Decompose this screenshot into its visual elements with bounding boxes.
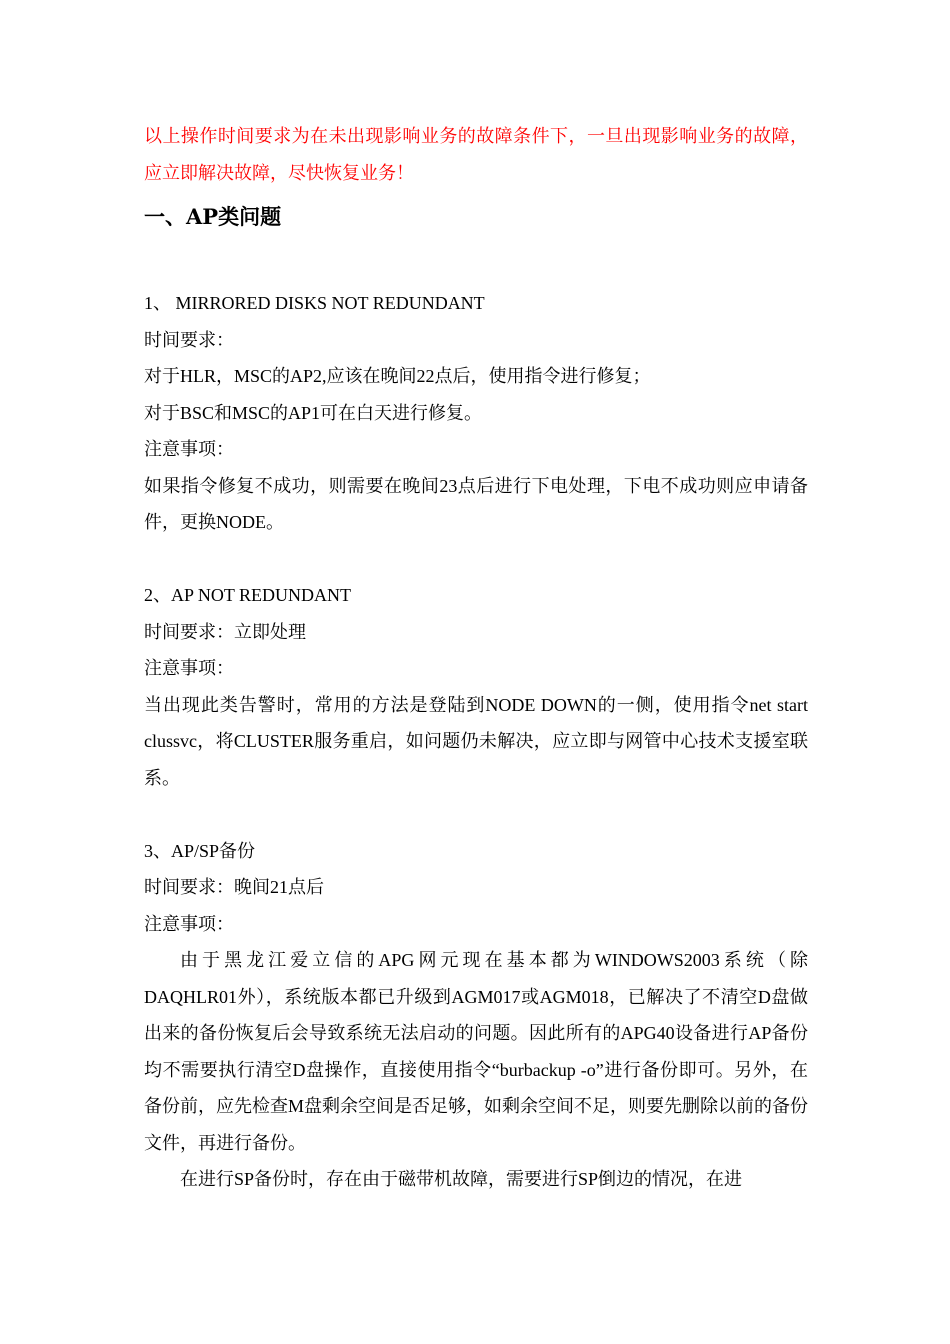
item-1-time-line-2: 对于BSC和MSC的AP1可在白天进行修复。: [144, 402, 483, 423]
item-2: [144, 577, 808, 796]
section-heading: 一、AP类问题: [144, 204, 282, 229]
item-3: [144, 833, 808, 1198]
item-2-title: 2、AP NOT REDUNDANT: [144, 585, 351, 605]
item-1: [144, 285, 808, 541]
item-3-time-label: 时间要求：晚间21点后: [144, 877, 324, 897]
document-body: [144, 118, 808, 1198]
item-1-notes: 如果指令修复不成功，则需要在晚间23点后进行下电处理，下电不成功则应申请备件，更换NODE。: [144, 475, 808, 532]
item-1-notes-label: 注意事项：: [144, 439, 234, 459]
item-2-time-label: 时间要求：立即处理: [144, 621, 306, 642]
item-1-time-line-1: 对于HLR，MSC的AP2,应该在晚间22点后，使用指令进行修复；: [144, 366, 651, 386]
item-2-notes: 当出现此类告警时，常用的方法是登陆到NODE DOWN的一侧，使用指令net start clussvc，将CLUSTER服务重启，如问题仍未解决，应立即与网管中心技术支援室联系。: [144, 694, 808, 788]
item-3-notes-paragraph-1: 由于黑龙江爱立信的APG网元现在基本都为WINDOWS2003系统（除DAQHLR01外），系统版本都已升级到AGM017或AGM018，已解决了不清空D盘做出来的备份恢复后会导致系统无法启动的问题。因此所有的APG40设备进行AP备份均不需要执行清空D盘操作，直接使用指令“burbackup -o”进行备份即可。另外，在备份前，应先检查M盘剩余空间是否足够，如剩余空间不足，则要先删除以前的备份文件，再进行备份。: [144, 950, 809, 1153]
item-3-notes-paragraph-2: 在进行SP备份时，存在由于磁带机故障，需要进行SP倒边的情况，在进: [180, 1169, 743, 1189]
item-3-notes-label: 注意事项：: [144, 913, 234, 934]
intro-warning: 以上操作时间要求为在未出现影响业务的故障条件下，一旦出现影响业务的故障，应立即解决故障，尽快恢复业务！: [144, 126, 808, 183]
item-2-notes-label: 注意事项：: [144, 658, 234, 678]
item-1-time-label: 时间要求：: [144, 329, 234, 350]
item-3-title: 3、AP/SP备份: [144, 840, 256, 861]
item-1-title: 1、 MIRRORED DISKS NOT REDUNDANT: [144, 293, 485, 313]
